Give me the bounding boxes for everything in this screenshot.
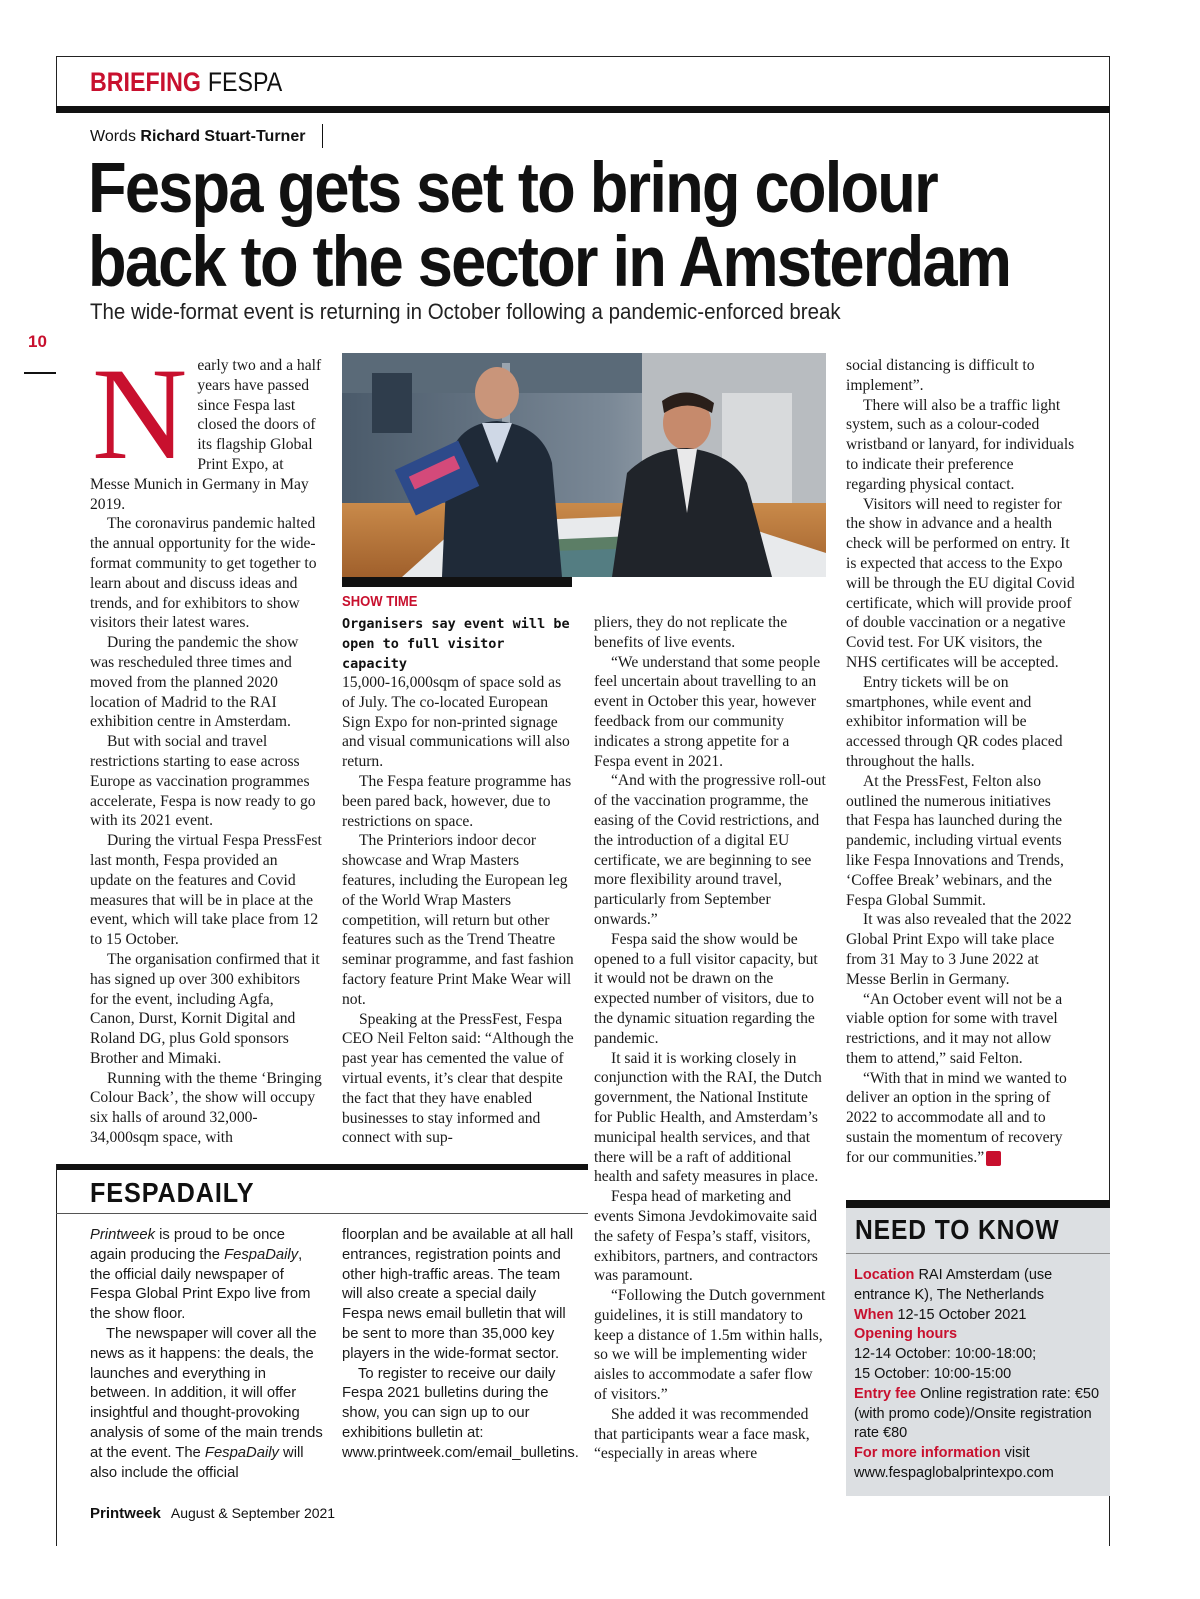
page-frame-left: [56, 56, 57, 106]
page-frame-top: [56, 56, 1110, 57]
article-paragraph: During the virtual Fespa PressFest last month, Fespa provided an update on the features and Covid measures that will be in place at the event, which will take place from 12 to 15 October.: [90, 832, 322, 949]
fespadaily-text: , the official daily newspaper of Fespa Global Print Expo live from the show floor.: [90, 1246, 311, 1323]
headline-line-2: back to the sector in Amsterdam: [88, 223, 1011, 302]
section-header: [90, 64, 282, 100]
article-paragraph: pliers, they do not replicate the benefits of live events.: [594, 614, 788, 651]
photo-image: [342, 353, 826, 577]
article-paragraph: 15,000-16,000sqm of space sold as of July. The co-located European Sign Expo for non-printed signage and visual communications will also return.: [342, 674, 570, 771]
article-paragraph: Visitors will need to register for the show in advance and a health check will be performed on entry. It is expected that access to the Expo will be through the EU digital Covid certificate, which will provide proof of double vaccination or a negative Covid test. For UK visitors, the NHS certificates will be accepted.: [846, 495, 1075, 671]
fespadaily-paragraph: floorplan and be available at all hall entrances, registration points and other high-traffic areas. The team will also create a special daily Fespa news email bulletin that will be sent to more than 35,000 key players in the wide-format sector.: [342, 1227, 574, 1362]
drop-cap: N: [92, 340, 188, 487]
fespadaily-paragraph: [90, 1226, 324, 1325]
ntk-fee-label: Entry fee: [854, 1385, 917, 1402]
photo-caption: Organisers say event will be open to full visitor capacity: [342, 616, 570, 672]
ntk-location-label: Location: [854, 1267, 915, 1283]
article-paragraph: The coronavirus pandemic halted the annual opportunity for the wide-format community to get together to learn about and discuss ideas and trends, and for exhibitors to show visitors their latest wares.: [90, 515, 317, 632]
byline-prefix: Words: [90, 128, 136, 145]
ntk-when: [854, 1306, 1104, 1326]
article-paragraph: Fespa head of marketing and events Simona Jevdokimovaite said the safety of Fespa’s staff, visitors, exhibitors, partners, and contractors was paramount.: [594, 1188, 818, 1285]
article-paragraph: The organisation confirmed that it has signed up over 300 exhibitors for the event, including Agfa, Canon, Durst, Kornit Digital and Roland DG, plus Gold sponsors Brother and Mimaki.: [90, 950, 320, 1067]
fespadaily-italic: FespaDaily: [204, 1444, 279, 1461]
ntk-when-value: 12-15 October 2021: [893, 1306, 1027, 1323]
fespadaily-paragraph: [90, 1325, 324, 1483]
article-paragraph: There will also be a traffic light system, such as a colour-coded wristband or lanyard, for individuals to indicate their preference regarding physical contact.: [846, 396, 1075, 493]
need-to-know-rule: [846, 1200, 1110, 1208]
page-number: 10: [28, 332, 47, 351]
end-mark-icon: P: [986, 1151, 1001, 1166]
article-paragraph: Running with the theme ‘Bringing Colour Back’, the show will occupy six halls of around 32,000-34,000sqm space, with: [90, 1069, 322, 1147]
ntk-info: [854, 1444, 1104, 1484]
article-final-text: “With that in mind we wanted to deliver an option in the spring of 2022 to accommodate all and to sustain the momentum of recovery for our communities.”: [846, 1069, 1067, 1166]
article-column-2: [342, 673, 574, 1148]
article-paragraph-final: [846, 1069, 1076, 1168]
article-paragraph: It said it is working closely in conjunction with the RAI, the Dutch government, the National Institute for Public Health, and Amsterdam’s municipal health services, and that there will be a raft of additional health and safety measures in place.: [594, 1049, 822, 1186]
article-photo: [342, 353, 826, 577]
caption-tag: SHOW TIME: [342, 594, 418, 610]
fespadaily-divider: [56, 1213, 588, 1214]
ntk-hours-line-1: 12-14 October: 10:00-18:00;: [854, 1346, 1037, 1363]
article-paragraph: At the PressFest, Felton also outlined the numerous initiatives that Fespa has launched during the pandemic, including virtual events like Fespa Innovations and Trends, ‘Coffee Break’ webinars, and the Fespa Global Summit.: [846, 772, 1064, 909]
article-paragraph: The Fespa feature programme has been pared back, however, due to restrictions on space.: [342, 772, 572, 830]
article-paragraph: early two and a half years have passed since Fespa last closed the doors of its flagship Global Print Expo, at Messe Munich in Germany in May 2019.: [90, 357, 322, 513]
footer-brand: Printweek: [90, 1505, 161, 1522]
need-to-know-title: NEED TO KNOW: [855, 1214, 1060, 1245]
article-paragraph: Speaking at the PressFest, Fespa CEO Neil Felton said: “Although the past year has cemented the value of virtual events, it’s clear that despite the fact that they have enabled businesses to stay informed and connect with sup-: [342, 1010, 574, 1147]
fespadaily-italic: FespaDaily: [224, 1246, 299, 1263]
fespadaily-rule: [56, 1164, 588, 1170]
fespadaily-title: FESPADAILY: [90, 1177, 255, 1208]
standfirst: The wide-format event is returning in October following a pandemic-enforced break: [90, 299, 841, 324]
need-to-know-body: [854, 1266, 1104, 1484]
article-paragraph: Fespa said the show would be opened to a full visitor capacity, but it would not be drawn on the expected number of visitors, due to the dynamic situation regarding the pandemic.: [594, 930, 818, 1047]
fespadaily-italic: Printweek: [90, 1227, 155, 1243]
article-paragraph: It was also revealed that the 2022 Global Print Expo will take place from 31 May to 3 June 2022 at Messe Berlin in Germany.: [846, 911, 1072, 988]
ntk-location: [854, 1266, 1104, 1306]
article-paragraph: The Printeriors indoor decor showcase and Wrap Masters features, including the European leg of the World Wrap Masters competition, will return but other features such as the Trend Theatre seminar programme, and fast fashion factory feature Print Make Wear will not.: [342, 832, 574, 1008]
article-paragraph: During the pandemic the show was rescheduled three times and moved from the planned 2020 location of Madrid to the RAI exhibition centre in Amsterdam.: [90, 634, 299, 731]
headline: [88, 149, 1011, 302]
article-paragraph: “We understand that some people feel uncertain about travelling to an event in October this year, however feedback from our community indicates a strong appetite for a Fespa event in 2021.: [594, 653, 821, 770]
byline-author: Richard Stuart-Turner: [140, 128, 306, 145]
fespadaily-column-1: [90, 1226, 324, 1483]
need-to-know-divider: [846, 1253, 1110, 1254]
ntk-fee: [854, 1385, 1104, 1444]
article-paragraph: “And with the progressive roll-out of the vaccination programme, the easing of the Covid restrictions, and the introduction of a digital EU certificate, we are beginning to see more flexibility around travel, particularly from September onwards.”: [594, 772, 826, 928]
section-sub: FESPA: [207, 67, 283, 97]
page-number-rule: [24, 372, 56, 374]
ntk-info-label: For more information: [854, 1445, 1001, 1462]
fespadaily-text: The newspaper will cover all the news as it happens: the deals, the launches and everything in between. In addition, it will offer insightful and thought-provoking analysis of some of the main trends at the event. The: [90, 1325, 323, 1461]
article-paragraph: But with social and travel restrictions starting to ease across Europe as vaccination programmes accelerate, Fespa is now ready to go with its 2021 event.: [90, 733, 316, 830]
ntk-hours-label: Opening hours: [854, 1326, 958, 1343]
ntk-when-label: When: [854, 1306, 894, 1323]
headline-line-1: Fespa gets set to bring colour: [88, 149, 937, 228]
article-paragraph: She added it was recommended that participants wear a face mask, “especially in areas where: [594, 1405, 810, 1463]
ntk-location-value: RAI Amsterdam (use entrance K), The Netherlands: [854, 1267, 1053, 1303]
article-column-3: [594, 613, 826, 1464]
ntk-hours: [854, 1325, 1104, 1345]
ntk-info-value: visit www.fespaglobalprintexpo.com: [854, 1445, 1054, 1481]
article-paragraph: social distancing is difficult to implement”.: [846, 357, 1035, 394]
article-paragraph: “Following the Dutch government guidelines, it is still mandatory to keep a distance of 1.5m within halls, so we will be implementing wider aisles to accommodate a safer flow of visitors.”: [594, 1287, 826, 1404]
article-paragraph: “An October event will not be a viable option for some with travel restrictions, and it may not allow them to attend,” said Felton.: [846, 990, 1063, 1067]
ntk-fee-value: Online registration rate: €50 (with promo code)/Onsite registration rate €80: [854, 1385, 1100, 1442]
byline-rule: [322, 124, 323, 148]
article-column-4: [846, 356, 1076, 1168]
ntk-hours-line-2: 15 October: 10:00-15:00: [854, 1365, 1012, 1382]
fespadaily-paragraph: To register to receive our daily Fespa 2021 bulletins during the show, you can sign up to our exhibitions bulletin at: www.printweek.com/email_bulletins.: [342, 1365, 579, 1461]
fespadaily-column-2: [342, 1226, 579, 1464]
fespadaily-text: is proud to be once again producing the: [90, 1227, 285, 1263]
byline: [90, 126, 305, 148]
section-name: BRIEFING: [90, 67, 201, 97]
page-footer: [90, 1503, 335, 1524]
article-column-1: [90, 340, 322, 1148]
caption-rule: [342, 577, 572, 587]
footer-date: August & September 2021: [170, 1505, 336, 1521]
header-rule: [56, 106, 1110, 113]
fespadaily-text: will also include the official: [90, 1444, 304, 1481]
article-paragraph: Entry tickets will be on smartphones, while event and exhibitor information will be accessed through QR codes placed throughout the halls.: [846, 673, 1063, 770]
fespadaily-frame-left: [56, 1164, 57, 1546]
